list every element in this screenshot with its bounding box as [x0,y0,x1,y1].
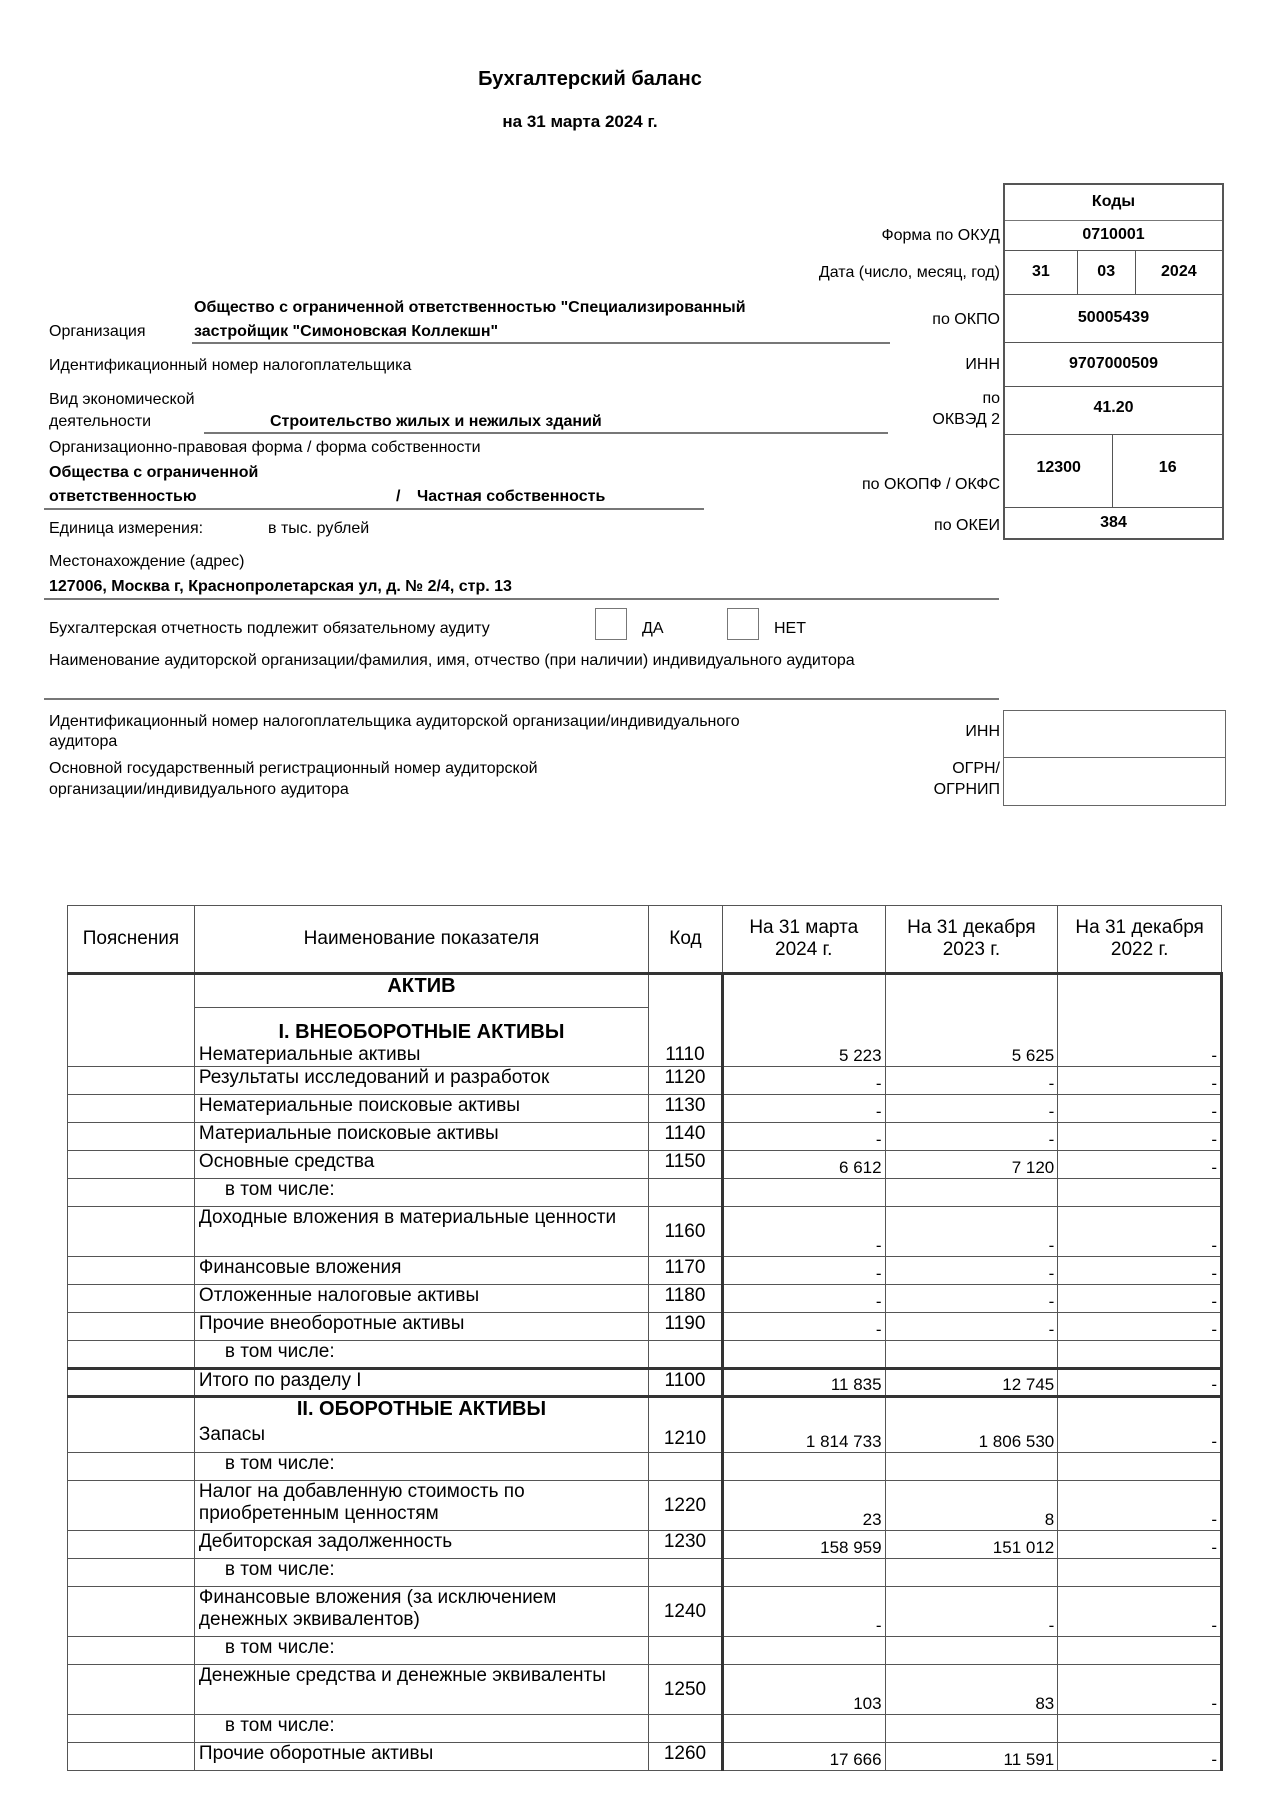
row-name: Отложенные налоговые активы [194,1285,648,1313]
auditor-ogrn-label-2: организации/индивидуального аудитора [49,781,349,798]
row-value: 151 012 [885,1531,1058,1559]
address-value: 127006, Москва г, Краснопролетарская ул, д. № 2/4, стр. 13 [44,578,999,600]
row-code: 1170 [649,1257,723,1285]
row-name: в том числе: [194,1453,648,1481]
okud-value: 0710001 [1004,220,1223,250]
table-row [68,1123,1222,1151]
row-code: 1260 [649,1743,723,1771]
row-value: - [885,1285,1058,1313]
row-value: 8 [885,1481,1058,1531]
table-row [68,974,1222,1008]
inn-label: Идентификационный номер налогоплательщика [49,357,412,374]
auditor-inn-label-2: аудитора [49,733,118,750]
table-row [68,1341,1222,1369]
row-name: Налог на добавленную стоимость по приобретенным ценностям [194,1481,648,1531]
row-name: Материальные поисковые активы [194,1123,648,1151]
row-value: - [885,1095,1058,1123]
row-value: 11 591 [885,1743,1058,1771]
audit-yes-checkbox[interactable] [595,608,627,640]
auditor-ogrn-label-1: Основной государственный регистрационный номер аудиторской [49,760,538,777]
row-name: Итого по разделу I [194,1369,648,1397]
row-code: 1150 [649,1151,723,1179]
row-name: Доходные вложения в материальные ценности [194,1207,648,1257]
row-name: в том числе: [194,1341,648,1369]
table-row [68,1481,1222,1531]
inn-value: 9707000509 [1004,342,1223,386]
row-name: Дебиторская задолженность [194,1531,648,1559]
okpo-value: 50005439 [1004,294,1223,342]
audit-required-label: Бухгалтерская отчетность подлежит обязательному аудиту [49,620,490,637]
row-value: - [885,1587,1058,1637]
okei-label: по ОКЕИ [934,517,1000,534]
row-value: - [1058,974,1222,1067]
table-row [68,1665,1222,1715]
row-name: в том числе: [194,1179,648,1207]
ownership-value: Частная собственность [417,488,606,505]
row-value: - [885,1313,1058,1341]
row-value: - [1058,1067,1222,1095]
auditor-name-label: Наименование аудиторской организации/фамилия, имя, отчество (при наличии) индивидуального аудитора [49,652,855,669]
legal-form-line1: Общества с ограниченной [49,464,259,481]
row-name: в том числе: [194,1637,648,1665]
activity-label-2: деятельности [49,413,152,430]
okopf-value: 12300 [1004,434,1113,507]
row-value: - [1058,1481,1222,1531]
table-row [68,1095,1222,1123]
unit-value: в тыс. рублей [268,520,370,537]
table-row [68,1531,1222,1559]
row-value: - [1058,1257,1222,1285]
row-code: 1240 [649,1587,723,1637]
table-row [68,1179,1222,1207]
col-mar-2024: На 31 марта 2024 г. [722,906,885,974]
row-name: Денежные средства и денежные эквиваленты [194,1665,648,1715]
row-value: 1 806 530 [885,1397,1058,1453]
row-name: Основные средства [194,1151,648,1179]
row-code: 1180 [649,1285,723,1313]
row-value: - [722,1313,885,1341]
row-code: 1160 [649,1207,723,1257]
row-code: 1120 [649,1067,723,1095]
row-code: 1140 [649,1123,723,1151]
row-value: - [1058,1397,1222,1453]
okved-label-2: ОКВЭД 2 [932,411,1000,428]
row-value: - [885,1257,1058,1285]
section-aktiv-heading: АКТИВ [194,974,648,1008]
row-value: - [722,1587,885,1637]
table-row [68,1285,1222,1313]
okved-label-1: по [982,390,1000,407]
row-value: 17 666 [722,1743,885,1771]
row-value: - [1058,1587,1222,1637]
row-code: 1250 [649,1665,723,1715]
codes-table [1003,183,1224,540]
document-title: Бухгалтерский баланс [478,68,702,90]
row-value: - [885,1207,1058,1257]
row-code: 1100 [649,1369,723,1397]
row-value: 7 120 [885,1151,1058,1179]
col-indicator: Наименование показателя [194,906,648,974]
table-row [68,1067,1222,1095]
row-value: - [1058,1285,1222,1313]
row-value: - [1058,1369,1222,1397]
row-value: - [885,1067,1058,1095]
row-value: - [722,1257,885,1285]
row-value: 103 [722,1665,885,1715]
row-value: - [885,1123,1058,1151]
row-name: Финансовые вложения [194,1257,648,1285]
row-name: Финансовые вложения (за исключением денежных эквивалентов) [194,1587,648,1637]
date-month: 03 [1077,250,1135,294]
section-2-heading: II. ОБОРОТНЫЕ АКТИВЫ [194,1397,648,1425]
auditor-inn-field[interactable] [1003,710,1226,758]
auditor-name-field[interactable] [44,688,999,700]
row-code: 1190 [649,1313,723,1341]
row-code: 1210 [649,1397,723,1453]
activity-value: Строительство жилых и нежилых зданий [204,413,888,434]
row-name: Нематериальные поисковые активы [194,1095,648,1123]
unit-label: Единица измерения: [49,520,204,537]
row-name: Нематериальные активы [194,1044,648,1067]
row-name: в том числе: [194,1559,648,1587]
okpo-label: по ОКПО [932,311,1000,328]
row-name: Прочие внеоборотные активы [194,1313,648,1341]
legal-form-line2: ответственностью [49,488,197,505]
table-row [68,1453,1222,1481]
legal-form-label: Организационно-правовая форма / форма собственности [49,439,481,456]
row-code: 1130 [649,1095,723,1123]
table-row [68,1587,1222,1637]
row-value: 1 814 733 [722,1397,885,1453]
table-row [68,1207,1222,1257]
row-name: в том числе: [194,1715,648,1743]
okopf-label: по ОКОПФ / ОКФС [862,476,1000,493]
row-value: - [1058,1095,1222,1123]
row-value: - [1058,1207,1222,1257]
codes-heading: Коды [1004,184,1223,220]
row-value: 5 223 [722,974,885,1067]
okud-label: Форма по ОКУД [881,227,1000,244]
table-header-row [68,906,1222,974]
row-name: Результаты исследований и разработок [194,1067,648,1095]
audit-no-label: НЕТ [774,620,806,637]
auditor-inn-code-label: ИНН [965,723,1000,740]
inn-code-label: ИНН [965,356,1000,373]
table-row [68,1559,1222,1587]
okfs-value: 16 [1113,434,1223,507]
col-code: Код [649,906,723,974]
auditor-inn-label-1: Идентификационный номер налогоплательщика аудиторской организации/индивидуального [49,713,740,730]
row-value: 12 745 [885,1369,1058,1397]
auditor-ogrn-field[interactable] [1003,757,1226,806]
row-value: - [722,1285,885,1313]
date-year: 2024 [1135,250,1223,294]
auditor-ogrn-code-label-2: ОГРНИП [933,781,1000,798]
row-value: 23 [722,1481,885,1531]
okei-value: 384 [1004,507,1223,539]
okved-value: 41.20 [1004,386,1223,434]
table-row-total [68,1369,1222,1397]
date-label: Дата (число, месяц, год) [818,264,1000,281]
row-value: - [1058,1665,1222,1715]
balance-table [67,905,1223,1771]
row-value: - [1058,1151,1222,1179]
address-label: Местонахождение (адрес) [49,553,245,570]
legal-form-slash: / [396,488,401,505]
row-value: 158 959 [722,1531,885,1559]
org-name-line2: застройщик "Симоновская Коллекшн" [192,323,890,344]
row-value: - [722,1095,885,1123]
table-row [68,1257,1222,1285]
row-value: 11 835 [722,1369,885,1397]
table-row [68,1313,1222,1341]
audit-no-checkbox[interactable] [727,608,759,640]
document-date: на 31 марта 2024 г. [502,112,658,131]
row-value: 6 612 [722,1151,885,1179]
org-label: Организация [49,323,146,340]
row-name: Прочие оборотные активы [194,1743,648,1771]
row-value: 83 [885,1665,1058,1715]
col-dec-2023: На 31 декабря 2023 г. [885,906,1058,974]
table-row [68,1397,1222,1425]
row-value: - [722,1207,885,1257]
table-row [68,1637,1222,1665]
row-value: - [722,1067,885,1095]
col-notes: Пояснения [68,906,195,974]
activity-label-1: Вид экономической [49,391,195,408]
row-value: - [1058,1123,1222,1151]
table-row [68,1151,1222,1179]
row-value: 5 625 [885,974,1058,1067]
table-row [68,1743,1222,1771]
section-1-heading: I. ВНЕОБОРОТНЫЕ АКТИВЫ [194,1008,648,1045]
date-day: 31 [1004,250,1077,294]
table-row [68,1715,1222,1743]
row-code: 1220 [649,1481,723,1531]
row-value: - [1058,1743,1222,1771]
org-name-line1: Общество с ограниченной ответственностью "Специализированный [194,299,746,316]
row-code: 1110 [649,974,723,1067]
row-value: - [1058,1313,1222,1341]
row-name: Запасы [194,1424,648,1453]
col-dec-2022: На 31 декабря 2022 г. [1058,906,1222,974]
row-value: - [722,1123,885,1151]
row-value: - [1058,1531,1222,1559]
audit-yes-label: ДА [642,620,664,637]
row-code: 1230 [649,1531,723,1559]
auditor-ogrn-code-label-1: ОГРН/ [952,760,1000,777]
